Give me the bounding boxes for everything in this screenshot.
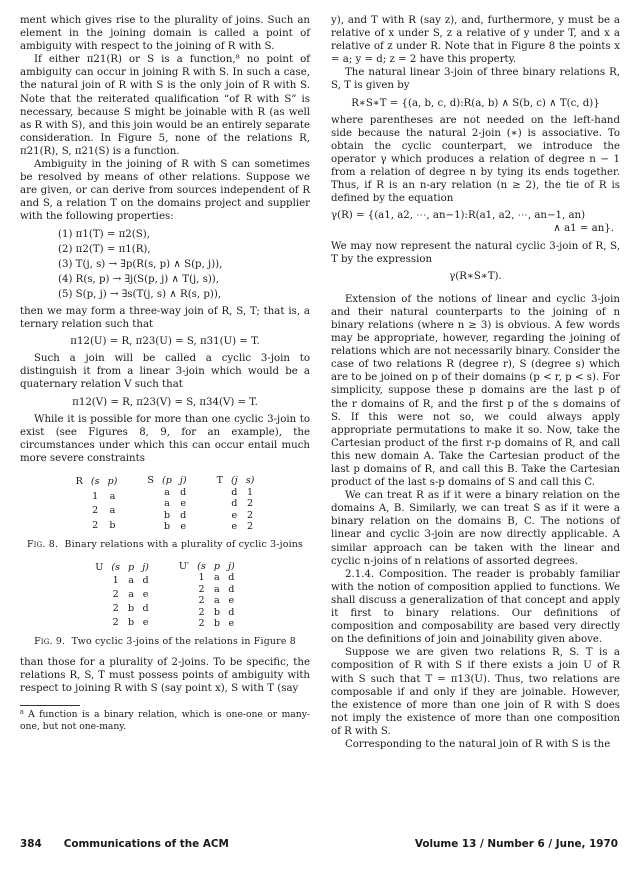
equation: π12(U) = R, π23(U) = S, π31(U) = T.	[70, 336, 260, 348]
column-header: j)	[228, 560, 235, 572]
table-row	[72, 518, 122, 532]
paragraph: where parentheses are not needed on the left-hand side because the natural 2-join (∗) is associative. To obtain the cyclic counterpart, we introduce the operator γ which produces a relation of degree n − 1 from a relation of degree n by tying its ends together. Thus, if R is an n-ary relation (n ≥ 2), the tie of R is defined by the equation	[331, 114, 620, 205]
table-row	[175, 584, 239, 596]
right-column	[331, 14, 620, 751]
footnote: ⁸ A function is a binary relation, which is one-one or many-one, but not one-many.	[20, 708, 310, 732]
column-header: j)	[179, 475, 187, 486]
journal-name: Communications of the ACM	[63, 838, 229, 850]
relation-table-s	[143, 475, 190, 533]
page-number: 384	[20, 838, 42, 850]
table-row	[143, 498, 190, 510]
table-row	[175, 572, 239, 584]
column-header: (s	[90, 476, 100, 488]
table-cell: 2	[247, 509, 254, 521]
figure-9-tables	[20, 561, 310, 630]
relation-table-u-prime	[175, 561, 239, 630]
table-cell: e	[228, 595, 235, 606]
equation: γ(R∗S∗T).	[449, 270, 502, 282]
table-row	[213, 487, 259, 499]
table-cell: d	[231, 498, 238, 509]
table-row	[91, 616, 153, 630]
property-item: (5) S(p, j) → ∃s(T(j, s) ∧ R(s, p)),	[58, 288, 222, 300]
relation-table-t	[213, 475, 259, 533]
table-cell: 2	[247, 498, 254, 509]
table-cell: a	[164, 486, 170, 498]
table-cell: 2	[112, 616, 119, 628]
table-cell: 1	[112, 575, 119, 587]
property-item: (3) T(j, s) → ∃p(R(s, p) ∧ S(p, j)),	[58, 258, 223, 270]
table-row	[72, 504, 122, 518]
paragraph: Such a join will be called a cyclic 3-join to distinguish it from a linear 3-join which would be a quaternary relation V such that	[20, 353, 310, 391]
equation: γ(R) = {(a1, a2, ⋯, an−1):R(a1, a2, ⋯, an−1, an)	[331, 210, 586, 222]
column-header: p)	[107, 476, 118, 488]
table-row	[91, 574, 153, 588]
column-header: (s	[111, 561, 121, 573]
table-cell: 2	[92, 505, 99, 517]
table-cell: e	[228, 618, 235, 629]
paragraph: We can treat R as if it were a binary relation on the domains A, B. Similarly, we can treat S as if it were a binary relation on the domains B, C. The notions of linear and cyclic 3-join are now directly applicable. A similar approach can be taken with the linear and cyclic n-joins of n relations of assorted degrees.	[331, 490, 620, 567]
paragraph: ment which gives rise to the plurality of joins. Such an element in the joining domain is called a point of ambiguity with respect to the joining of R with S.	[20, 15, 310, 53]
property-item: (4) R(s, p) → ∃j(S(p, j) ∧ T(j, s)),	[58, 273, 220, 285]
table-cell: d	[228, 583, 235, 595]
equation-continuation: ∧ a1 = an}.	[553, 223, 614, 235]
table-cell: a	[214, 583, 220, 595]
table-cell: b	[109, 519, 116, 531]
table-cell: a	[214, 595, 220, 606]
caption-text: Binary relations with a plurality of cyclic 3-joins	[64, 538, 304, 550]
table-row	[143, 510, 190, 522]
relation-name: T	[216, 475, 223, 486]
table-cell: 2	[198, 618, 205, 629]
table-cell: b	[213, 618, 220, 629]
table-cell: a	[164, 498, 170, 509]
table-cell: d	[231, 486, 238, 498]
table-cell: e	[231, 521, 238, 532]
column-header: (j	[231, 475, 238, 486]
table-cell: d	[142, 575, 149, 587]
figure-8-caption	[20, 539, 310, 551]
relation-table-u	[91, 561, 153, 630]
table-row	[91, 602, 153, 616]
table-row	[143, 521, 190, 533]
table-cell: b	[128, 616, 135, 628]
paragraph: y), and T with R (say z), and, furthermore, y must be a relative of x under S, z a relative of y under T, and x a relative of z under R. Note that in Figure 8 the points x = a; y = d; z = 2 have this property.	[331, 15, 620, 66]
table-row	[213, 521, 259, 533]
table-cell: 1	[198, 572, 205, 583]
table-cell: d	[180, 486, 187, 498]
table-cell: a	[128, 589, 134, 601]
property-list	[20, 228, 310, 301]
table-cell: a	[128, 575, 134, 587]
paragraph: While it is possible for more than one cyclic 3-join to exist (see Figures 8, 9, for an example), the circumstances under which this can occur entail much more severe constraints	[20, 413, 310, 464]
column-header: j)	[142, 561, 149, 573]
figure-8-tables	[20, 475, 310, 533]
table-row	[143, 487, 190, 499]
left-column	[20, 14, 310, 732]
paragraph: than those for a plurality of 2-joins. To be specific, the relations R, S, T must possess points of ambiguity with respect to joining R with S (say point x), S with T (say	[20, 656, 310, 694]
relation-name: U	[95, 561, 104, 573]
paragraph: If either π21(R) or S is a function,⁸ no point of ambiguity can occur in joining R with S. In such a case, the natural join of R with S is the only join of R with S. Note that the reiterated qualification “of R with S” is necessary, because S might be joinable with R (as well as R with S), and this join would be an entirely separate consideration. In Figure 5, none of the relations R, π21(R), S, π21(S) is a function.	[20, 54, 310, 157]
paragraph: Corresponding to the natural join of R with S is the	[345, 738, 611, 750]
column-header: p	[128, 561, 135, 573]
table-row	[175, 618, 239, 630]
column-header: s)	[245, 475, 255, 486]
table-cell: d	[228, 572, 235, 583]
issue-info: Volume 13 / Number 6 / June, 1970	[414, 838, 618, 850]
property-item: (2) π2(T) = π1(R),	[58, 243, 151, 255]
table-row	[91, 588, 153, 602]
table-row	[72, 489, 122, 503]
table-cell: d	[180, 509, 187, 521]
property-item: (1) π1(T) = π2(S),	[58, 228, 150, 240]
table-cell: 2	[112, 603, 119, 615]
table-row	[213, 510, 259, 522]
table-cell: b	[128, 603, 135, 615]
paragraph: We may now represent the natural cyclic 3-join of R, S, T by the expression	[331, 240, 620, 265]
table-cell: b	[213, 606, 220, 618]
table-row	[175, 595, 239, 607]
paragraph: then we may form a three-way join of R, S, T; that is, a ternary relation such that	[20, 305, 310, 331]
table-cell: d	[228, 606, 235, 618]
table-cell: 2	[247, 521, 254, 532]
column-header: p	[213, 560, 220, 572]
table-cell: e	[231, 509, 238, 521]
caption-text: Two cyclic 3-joins of the relations in Figure 8	[71, 635, 296, 647]
table-cell: e	[180, 521, 187, 532]
table-cell: a	[109, 490, 116, 502]
paragraph: Extension of the notions of linear and cyclic 3-join and their natural counterparts to the joining of n binary relations (where n ≥ 3) is obvious. A few words may be appropriate, however, regarding the joining of relations which are not necessarily binary. Consider the case of two relations R (degree r), S (degree s) which are to be joined on p of their domains (p < r, p < s). For simplicity, suppose these p domains are the last p of the r domains of R, and the first p of the s domains of S. If this were not so, we could always apply appropriate permutations to make it so. Now, take the Cartesian product of the first r-p domains of R, and call this new domain A. Take the Cartesian product of the last p domains of R, and call this B. Take the Cartesian product of the last s-p domains of S and call this C.	[331, 293, 620, 489]
relation-table-r	[72, 475, 122, 533]
figure-label: Fig. 9.	[34, 635, 66, 647]
table-cell: 1	[247, 486, 254, 498]
relation-name: S	[147, 475, 154, 486]
table-row	[175, 607, 239, 619]
figure-label: Fig. 8.	[26, 538, 59, 550]
equation: R∗S∗T = {(a, b, c, d):R(a, b) ∧ S(b, c) ∧ T(c, d)}	[351, 97, 600, 109]
relation-name: U′	[178, 560, 190, 572]
equation: π12(V) = R, π23(V) = S, π34(V) = T.	[72, 396, 258, 408]
table-cell: e	[142, 589, 149, 601]
footnote-divider	[20, 705, 80, 706]
table-cell: e	[142, 616, 149, 628]
table-cell: 2	[92, 519, 99, 531]
table-cell: a	[214, 572, 220, 583]
page-footer-left	[20, 838, 229, 850]
table-cell: 2	[198, 606, 205, 618]
relation-name: R	[75, 476, 83, 488]
section-paragraph: 2.1.4. Composition. The reader is probably familiar with the notion of composition applied to functions. We shall discuss a generalization of that concept and apply it first to binary relations. Our definitions of composition and composability are based very directly on the definitions of join and joinability given above.	[331, 568, 620, 646]
table-row	[213, 498, 259, 510]
table-cell: 2	[112, 589, 119, 601]
paragraph: Ambiguity in the joining of R with S can sometimes be resolved by means of other relations. Suppose we are given, or can derive from sources independent of R and S, a relation T on the domains project and supplier with the following properties:	[20, 159, 310, 223]
table-cell: b	[163, 521, 170, 532]
table-cell: 2	[198, 595, 205, 606]
table-cell: d	[142, 603, 149, 615]
paragraph: Suppose we are given two relations R, S. T is a composition of R with S if there exists a join U of R with S such that T = π13(U). Thus, two relations are composable if and only if they are joinable. However, the existence of more than one join of R with S does not imply the existence of more than one composition of R with S.	[331, 647, 620, 737]
table-cell: e	[180, 498, 187, 509]
column-header: (p	[161, 475, 172, 486]
table-cell: b	[163, 509, 170, 521]
table-cell: a	[109, 505, 116, 517]
column-header: (s	[197, 560, 206, 572]
figure-9-caption	[20, 636, 310, 648]
table-cell: 1	[92, 490, 99, 502]
table-cell: 2	[198, 583, 205, 595]
paragraph: The natural linear 3-join of three binary relations R, S, T is given by	[331, 67, 620, 92]
